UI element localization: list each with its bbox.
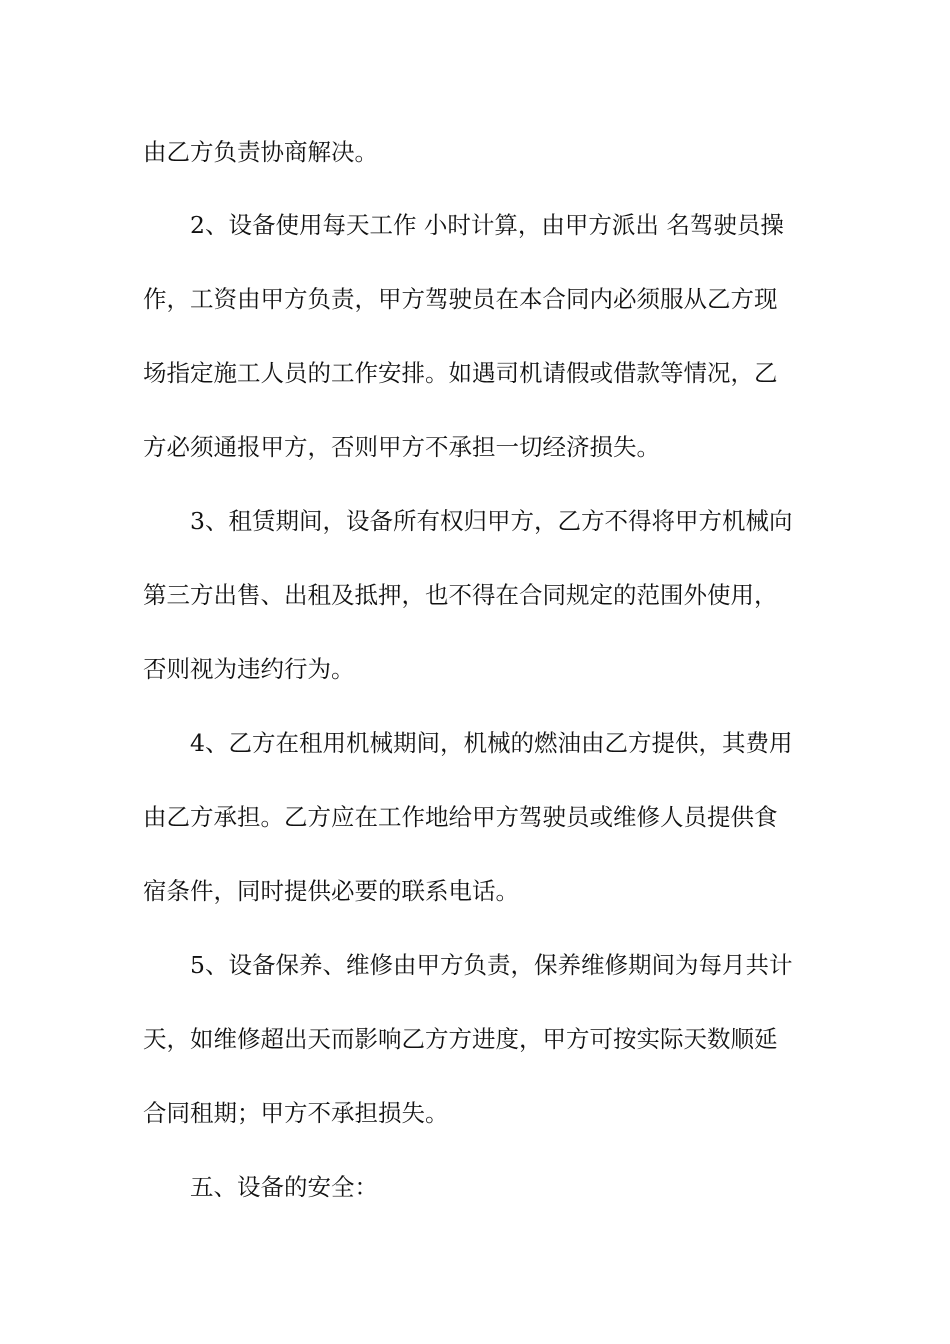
text-line: 由乙方负责协商解决。	[143, 138, 378, 166]
text-line: 天，如维修超出天而影响乙方方进度，甲方可按实际天数顺延	[143, 1025, 778, 1053]
text-line: 场指定施工人员的工作安排。如遇司机请假或借款等情况，乙	[143, 359, 778, 387]
text-line: 第三方出售、出租及抵押，也不得在合同规定的范围外使用，	[143, 581, 778, 609]
section-heading: 五、设备的安全：	[190, 1173, 378, 1201]
text-line: 方必须通报甲方，否则甲方不承担一切经济损失。	[143, 433, 660, 461]
text-line: 由乙方承担。乙方应在工作地给甲方驾驶员或维修人员提供食	[143, 803, 778, 831]
text-line: 5、设备保养、维修由甲方负责，保养维修期间为每月共计	[190, 951, 793, 979]
text-line: 3、租赁期间，设备所有权归甲方，乙方不得将甲方机械向	[190, 507, 793, 535]
text-line: 作，工资由甲方负责，甲方驾驶员在本合同内必须服从乙方现	[143, 285, 778, 313]
text-line: 宿条件，同时提供必要的联系电话。	[143, 877, 519, 905]
text-line: 2、设备使用每天工作 小时计算，由甲方派出 名驾驶员操	[190, 211, 784, 239]
text-line: 否则视为违约行为。	[143, 655, 355, 683]
text-line: 合同租期；甲方不承担损失。	[143, 1099, 449, 1127]
text-line: 4、乙方在租用机械期间，机械的燃油由乙方提供，其费用	[190, 729, 793, 757]
